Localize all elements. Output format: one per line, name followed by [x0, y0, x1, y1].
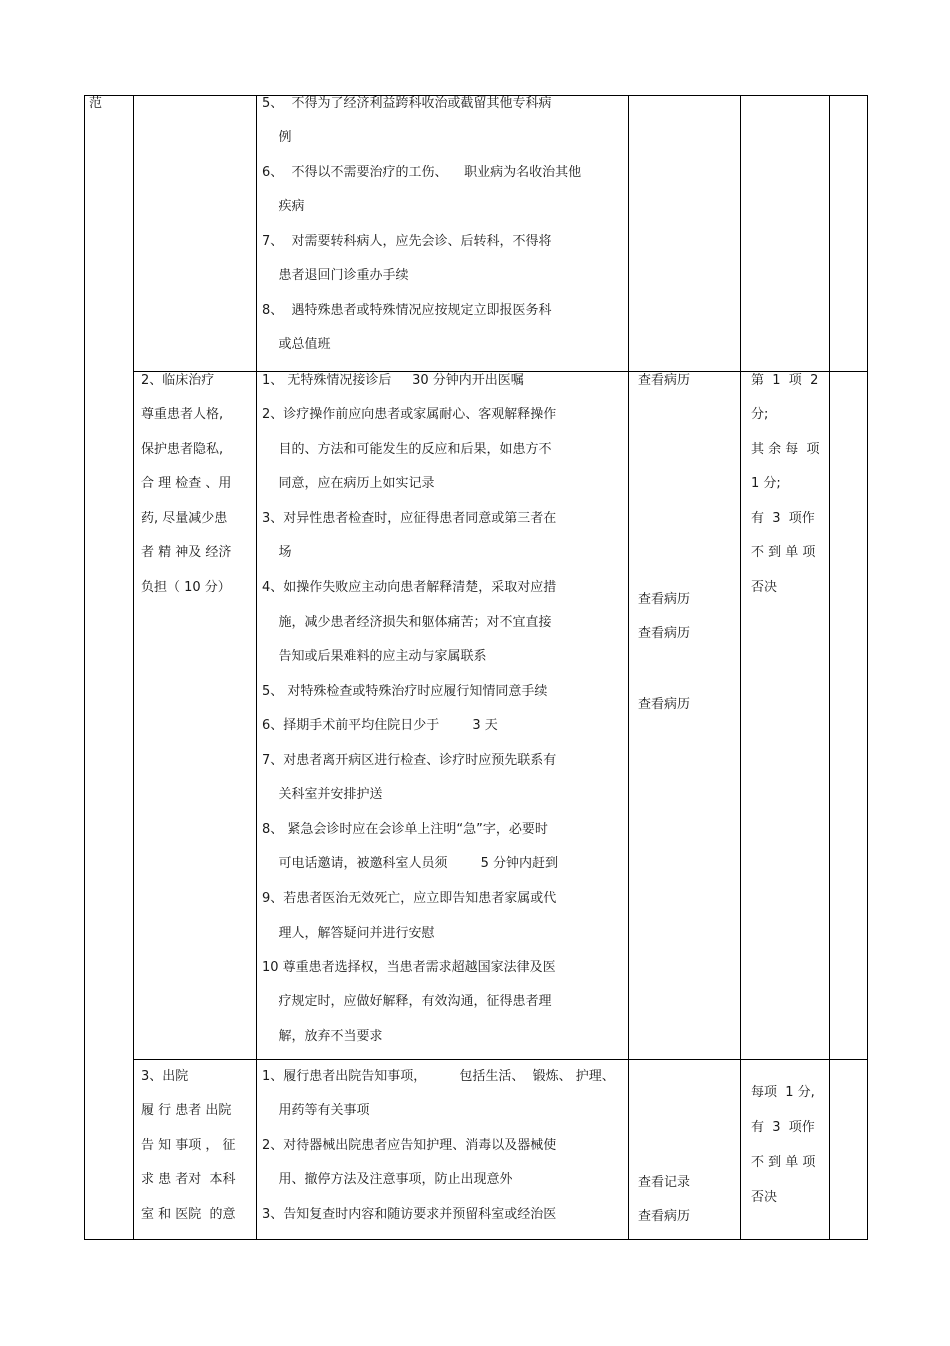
s2-item-line: 理人，解答疑问并进行安慰: [262, 926, 435, 941]
s2-score-line: 分;: [751, 407, 769, 422]
s3-title-line: 3、出院: [141, 1069, 189, 1084]
category-text: 范: [89, 96, 103, 111]
s1-item-6-line2: 疾病: [262, 199, 305, 214]
s2-score-line: 否决: [751, 580, 778, 595]
s1-item-8-line2: 或总值班: [262, 337, 331, 352]
s3-title-line: 室 和 医院 的意: [141, 1207, 236, 1222]
s1-item-7-line1: 7、 对需要转科病人，应先会诊、后转科，不得将: [262, 234, 552, 249]
s2-item-line: 关科室并安排护送: [262, 787, 383, 802]
s2-item-line: 8、 紧急会诊时应在会诊单上注明“急”字，必要时: [262, 822, 548, 837]
col-border-3: [628, 95, 629, 1239]
s3-score-line: 否决: [751, 1190, 778, 1205]
row-divider-2: [133, 1059, 868, 1060]
col-border-1: [133, 95, 134, 1239]
s3-title-line: 求 患 者对 本科: [141, 1172, 236, 1187]
s2-title-line: 者 精 神及 经济: [141, 545, 232, 560]
s3-method: 查看记录: [638, 1175, 691, 1190]
s2-title-line: 药, 尽量减少患: [141, 511, 228, 526]
s2-score-line: 1 分;: [751, 476, 781, 491]
s3-score-line: 有 3 项作: [751, 1120, 815, 1135]
s2-title-line: 尊重患者人格,: [141, 407, 224, 422]
s3-item-line: 用药等有关事项: [262, 1103, 370, 1118]
s1-item-8-line1: 8、 遇特殊患者或特殊情况应按规定立即报医务科: [262, 303, 552, 318]
s1-item-5-line2: 例: [262, 130, 292, 145]
s2-title-line: 负担（ 10 分）: [141, 580, 231, 595]
s1-item-5-line1: 5、 不得为了经济利益跨科收治或截留其他专科病: [262, 96, 552, 111]
s2-item-line: 2、诊疗操作前应向患者或家属耐心、客观解释操作: [262, 407, 557, 422]
s2-title-line: 保护患者隐私,: [141, 442, 224, 457]
s3-title-line: 履 行 患者 出院: [141, 1103, 232, 1118]
s2-score-line: 不 到 单 项: [751, 545, 816, 560]
s2-score-line: 其 余 每 项: [751, 442, 820, 457]
s2-item-line: 5、 对特殊检查或特殊治疗时应履行知情同意手续: [262, 684, 548, 699]
s3-item-line: 2、对待器械出院患者应告知护理、消毒以及器械使: [262, 1138, 557, 1153]
s2-item-line: 告知或后果难料的应主动与家属联系: [262, 649, 487, 664]
row-divider-1: [133, 371, 868, 372]
s1-item-7-line2: 患者退回门诊重办手续: [262, 268, 409, 283]
s2-item-line: 10 尊重患者选择权，当患者需求超越国家法律及医: [262, 960, 556, 975]
s2-method: 查看病历: [638, 373, 691, 388]
s3-score-line: 不 到 单 项: [751, 1155, 816, 1170]
col-border-4: [740, 95, 741, 1239]
s2-item-line: 解，放弃不当要求: [262, 1029, 383, 1044]
s2-item-line: 6、择期手术前平均住院日少于 3 天: [262, 718, 498, 733]
s2-item-line: 同意，应在病历上如实记录: [262, 476, 435, 491]
s2-method: 查看病历: [638, 626, 691, 641]
s2-score-line: 第 1 项 2: [751, 373, 819, 388]
s2-item-line: 目的、方法和可能发生的反应和后果，如患方不: [262, 442, 552, 457]
s3-method: 查看病历: [638, 1209, 691, 1224]
col-border-0: [84, 95, 85, 1239]
s2-item-line: 可电话邀请，被邀科室人员须 5 分钟内赶到: [262, 856, 558, 871]
s2-score-line: 有 3 项作: [751, 511, 815, 526]
col-border-6: [867, 95, 868, 1239]
s3-item-line: 1、履行患者出院告知事项， 包括生活、 锻炼、 护理、: [262, 1069, 615, 1084]
s3-item-line: 3、告知复查时内容和随访要求并预留科室或经治医: [262, 1207, 557, 1222]
s1-item-6-line1: 6、 不得以不需要治疗的工伤、 职业病为名收治其他: [262, 165, 582, 180]
s2-method: 查看病历: [638, 592, 691, 607]
s3-item-line: 用、撤停方法及注意事项，防止出现意外: [262, 1172, 513, 1187]
s2-title-line: 合 理 检查 、用: [141, 476, 232, 491]
s3-title-line: 告 知 事项 ， 征: [141, 1138, 236, 1153]
s2-item-line: 疗规定时，应做好解释，有效沟通，征得患者理: [262, 994, 552, 1009]
col-border-2: [256, 95, 257, 1239]
s2-method: 查看病历: [638, 697, 691, 712]
s2-item-line: 场: [262, 545, 292, 560]
s2-item-line: 4、如操作失败应主动向患者解释清楚，采取对应措: [262, 580, 557, 595]
s2-title-line: 2、临床治疗: [141, 373, 215, 388]
s3-score-line: 每项 1 分,: [751, 1085, 815, 1100]
s2-item-line: 1、 无特殊情况接诊后 30 分钟内开出医嘱: [262, 373, 524, 388]
s2-item-line: 3、对异性患者检查时，应征得患者同意或第三者在: [262, 511, 557, 526]
s2-item-line: 7、对患者离开病区进行检查、诊疗时应预先联系有: [262, 753, 557, 768]
s2-item-line: 9、若患者医治无效死亡，应立即告知患者家属或代: [262, 891, 557, 906]
col-border-5: [829, 95, 830, 1239]
s2-item-line: 施，减少患者经济损失和躯体痛苦；对不宜直接: [262, 615, 552, 630]
table-bottom-border: [84, 1239, 868, 1240]
